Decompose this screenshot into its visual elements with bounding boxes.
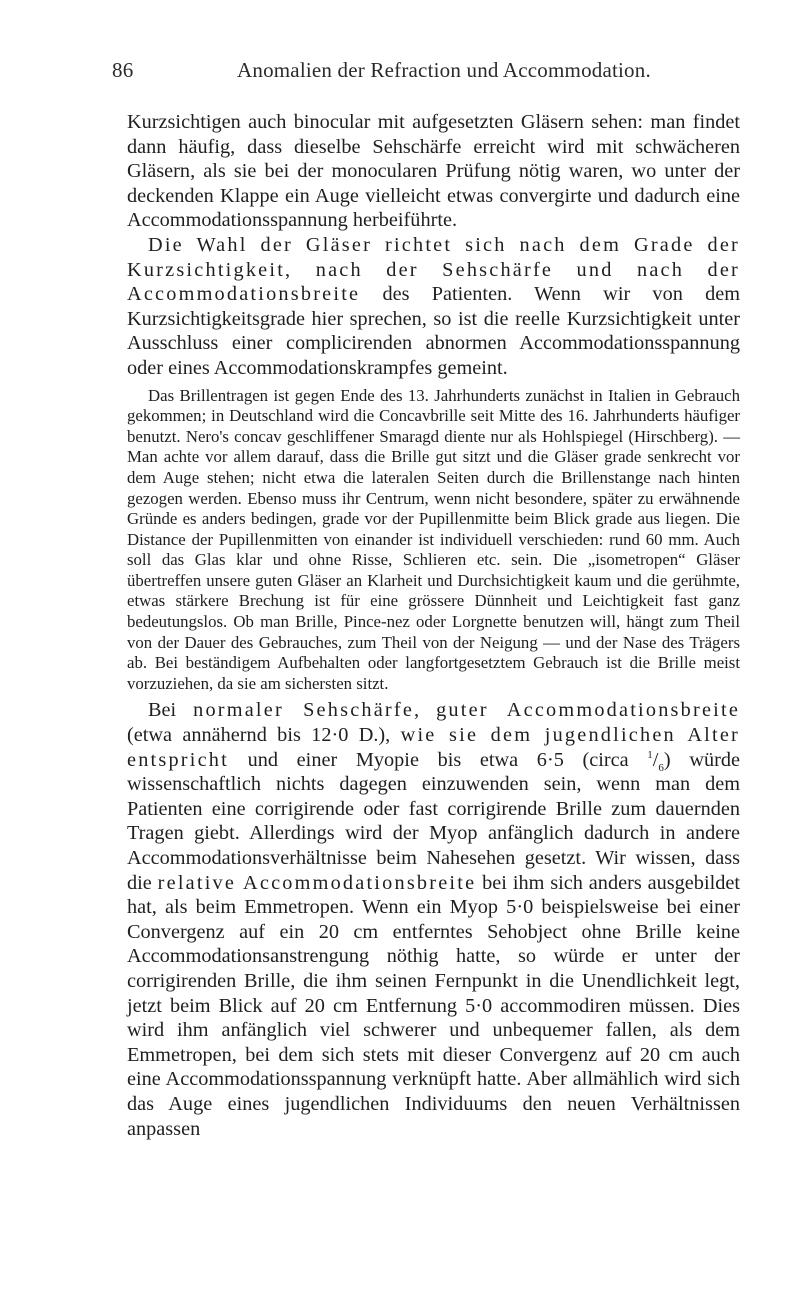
small-print-note <box>127 386 740 695</box>
paragraph-text: und einer Myopie bis etwa 6·5 (circa <box>228 748 648 771</box>
emphasized-text: normaler Sehschärfe <box>193 699 415 722</box>
fraction-numerator: 1 <box>647 748 653 761</box>
emphasized-text: guter Accommodationsbreite <box>436 699 741 722</box>
paragraph-glass-choice <box>127 233 740 381</box>
paragraph-normal-acuity: Bei normaler Sehschärfe, guter Accommodationsbreite (etwa annähernd bis 12·0 D.), wie sie dem jugendlichen Alter entspricht und einer Myopie bis etwa 6·5 (circa $^1/_6$) würde wissenschaftlich nichts dagegen einzuwenden sein, wenn man dem Patienten eine corrigirende oder fast corrigirende Brille zum dauernden Tragen giebt. Allerdings wird der Myop anfänglich dadurch in andere Accommodationsverhältnisse beim Nahesehen gesetzt. Wir wissen, dass die relative Accommodationsbreite bei ihm sich anders ausgebildet hat, als beim Emmetropen. Wenn ein Myop 5·0 beispielsweise bei einer Convergenz auf ein 20 cm entferntes Sehobject ohne Brille keine Accommodationsanstrengung nöthig hatte, so würde er unter der corrigirenden Brille, die ihm seinen Fernpunkt in die Unendlichkeit legt, jetzt beim Blick auf 20 cm Entfernung 5·0 accommodiren müssen. Dies wird ihm anfänglich viel schwerer und unbequemer fallen, als dem Emmetropen, bei dem sich stets mit dieser Convergenz auf 20 cm auch eine Accommodationsspannung verknüpft hatte. Aber allmählich wird sich das Auge eines jugendlichen Individuums den neuen Verhältnissen anpassen <box>127 699 741 1140</box>
note-text: Das Brillentragen ist gegen Ende des 13. Jahrhunderts zunächst in Italien in Gebrauch gekommen; in Deutschland wird die Concavbrille seit Mitte des 16. Jahrhunderts häufiger benutzt. Nero's concav geschliffener Smaragd diente nur als Hohlspiegel (Hirschberg). — Man achte vor allem darauf, dass die Brille gut sitzt und die Gläser grade senkrecht vor dem Auge stehen; nicht etwa die lateralen Seiten durch die Brillenstange nach hinten gezogen werden. Ebenso muss ihr Centrum, wenn nicht besondere, später zu erwähnende Gründe es anders bedingen, grade vor der Pupillenmitte beim Blick grade aus liegen. Die Distance der Pupillenmitten von einander ist individuell verschieden: rund 60 mm. Auch soll das Glas klar und ohne Risse, Schlieren etc. sein. Die „isometropen“ Gläser übertreffen unsere guten Gläser an Klarheit und Durchsichtigkeit kaum und die gerühmte, etwas stärkere Brechung ist für eine grössere Dünnheit und Leichtigkeit fast ganz bedeutungslos. Ob man Brille, Pince-nez oder Lorgnette benutzen will, hängt zum Theil von der Dauer des Gebrauches, zum Theil von der Neigung — und der Nase des Trägers ab. Bei beständigem Aufbehalten oder langfortgesetztem Gebrauch ist die Brille meist vorzuziehen, da sie am sichersten sitzt. <box>127 385 740 693</box>
paragraph-text: Bei <box>148 699 194 722</box>
paragraph-text: des Patienten. Wenn wir von dem Kurzsichtigkeitsgrade hier sprechen, so ist die reelle Kurzsichtigkeit unter Ausschluss einer complicirenden abnormen Accommodationsspannung oder eines Accommodationskrampfes gemeint. <box>127 283 740 379</box>
body-text <box>127 110 740 1141</box>
paragraph-text: bei ihm sich anders ausgebildet hat, als beim Emmetropen. Wenn ein Myop 5·0 beispielsweise bei einer Convergenz auf ein 20 cm entferntes Sehobject ohne Brille keine Accommodationsanstrengung nöthig hatte, so würde er unter der corrigirenden Brille, die ihm seinen Fernpunkt in die Unendlichkeit legt, jetzt beim Blick auf 20 cm Entfernung 5·0 accommodiren müssen. Dies wird ihm anfänglich viel schwerer und unbequemer fallen, als dem Emmetropen, bei dem sich stets mit dieser Convergenz auf 20 cm auch eine Accommodationsspannung verknüpft hatte. Aber allmählich wird sich das Auge eines jugendlichen Individuums den neuen Verhältnissen anpassen <box>127 871 740 1140</box>
paragraph-text: ) würde wissenschaftlich nichts dagegen einzuwenden sein, wenn man dem Patienten eine corrigirende oder fast corrigirende Brille zum dauernden Tragen giebt. Allerdings wird der Myop anfänglich dadurch in andere Accommodationsverhältnisse beim Nahesehen gesetzt. Wir wissen, dass die <box>127 748 740 894</box>
fraction-denominator: 6 <box>658 761 664 774</box>
paragraph-text: Kurzsichtigen auch binocular mit aufgesetzten Gläsern sehen: man findet dann häufig, dass dieselbe Sehschärfe erreicht wird mit schwächeren Gläsern, als sie bei der monocularen Prüfung nötig waren, wo unter der deckenden Klappe ein Auge vielleicht etwas convergirte und dadurch eine Accommodationsspannung herbeiführte. <box>127 111 740 232</box>
running-title: Anomalien der Refraction und Accommodation. <box>237 58 651 82</box>
page-number: 86 <box>112 58 134 82</box>
emphasized-text: relative Accommodationsbreite <box>157 871 477 894</box>
running-head <box>112 58 742 88</box>
emphasized-text: Die Wahl der Gläser richtet sich nach dem Grade der Kurzsichtigkeit, nach der Sehschärfe und nach der Accommodationsbreite <box>127 233 740 306</box>
paragraph-text: (etwa annähernd bis 12·0 D.), <box>127 724 401 747</box>
paragraph-text: , <box>414 699 437 722</box>
emphasized-text: wie sie dem jugendlichen Alter entspricht <box>127 724 740 771</box>
paragraph-continuation <box>127 110 740 233</box>
